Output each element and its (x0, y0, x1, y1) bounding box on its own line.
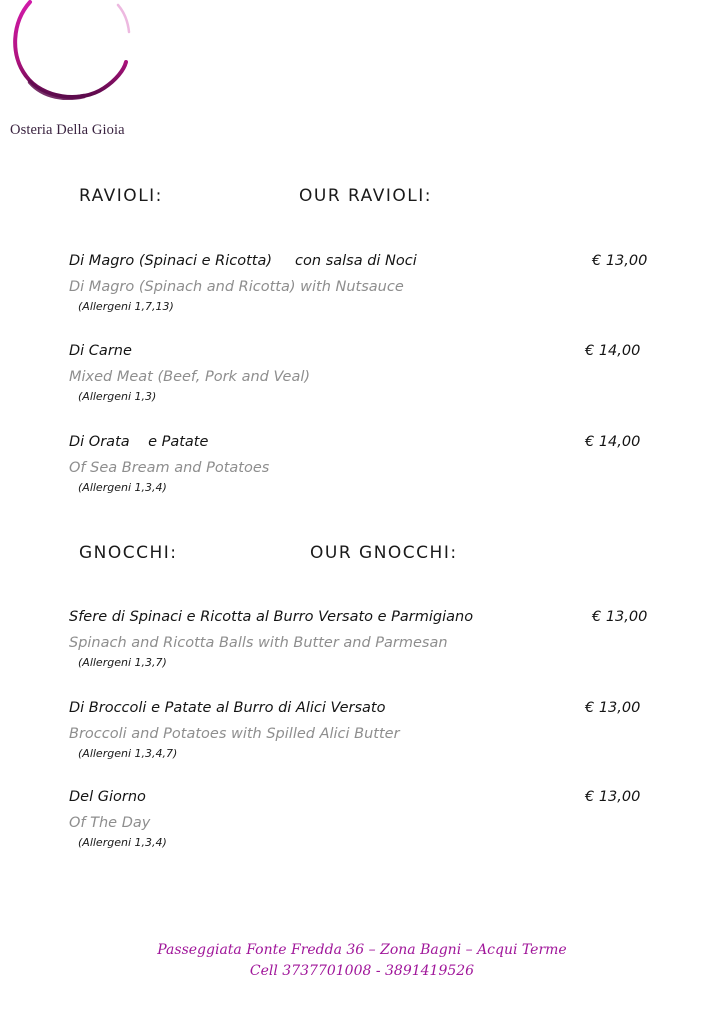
section-title-ravioli-it: RAVIOLI: (79, 186, 163, 206)
section-title-gnocchi-it: GNOCCHI: (79, 543, 178, 563)
item-price: € 14,00 (585, 343, 641, 359)
item-name-it: Sfere di Spinaci e Ricotta al Burro Versato e Parmigiano (69, 609, 474, 625)
item-name-en: Of Sea Bream and Potatoes (69, 460, 270, 476)
item-name-en: Di Magro (Spinach and Ricotta) with Nutsauce (69, 279, 404, 295)
restaurant-name: Osteria Della Gioia (10, 122, 125, 138)
item-price: € 13,00 (585, 789, 641, 805)
item-name-it: Di Magro (Spinaci e Ricotta) con salsa di Noci (69, 253, 417, 269)
item-name-en: Of The Day (69, 815, 151, 831)
menu-item (69, 433, 669, 495)
item-name-it: Di Orata e Patate (69, 434, 209, 450)
item-name-en: Mixed Meat (Beef, Pork and Veal) (69, 369, 311, 385)
section-title-ravioli-en: OUR RAVIOLI: (299, 186, 432, 206)
restaurant-logo (0, 0, 150, 145)
footer-address: Passeggiata Fonte Fredda 36 – Zona Bagni – Acqui Terme (157, 942, 567, 958)
footer-phones: Cell 3737701008 - 3891419526 (249, 963, 475, 979)
menu-item (69, 699, 669, 761)
item-price: € 14,00 (585, 434, 641, 450)
menu-item (69, 252, 669, 314)
item-name-it: Del Giorno (69, 789, 146, 805)
item-name-it: Di Broccoli e Patate al Burro di Alici Versato (69, 700, 386, 716)
item-allergens: (Allergeni 1,3,4) (78, 481, 167, 494)
item-allergens: (Allergeni 1,3,7) (78, 656, 167, 669)
item-name-en: Spinach and Ricotta Balls with Butter and Parmesan (69, 635, 448, 651)
wine-stain-circle-icon (0, 0, 150, 120)
menu-item (69, 342, 669, 404)
item-allergens: (Allergeni 1,7,13) (78, 300, 174, 313)
item-name-it: Di Carne (69, 343, 132, 359)
item-allergens: (Allergeni 1,3,4,7) (78, 747, 178, 760)
item-price: € 13,00 (585, 700, 641, 716)
menu-item (69, 788, 669, 850)
item-price: € 13,00 (592, 609, 648, 625)
item-allergens: (Allergeni 1,3,4) (78, 836, 167, 849)
item-allergens: (Allergeni 1,3) (78, 390, 157, 403)
item-price: € 13,00 (592, 253, 648, 269)
section-title-gnocchi-en: OUR GNOCCHI: (310, 543, 458, 563)
item-name-en: Broccoli and Potatoes with Spilled Alici Butter (69, 726, 400, 742)
menu-item (69, 608, 669, 670)
